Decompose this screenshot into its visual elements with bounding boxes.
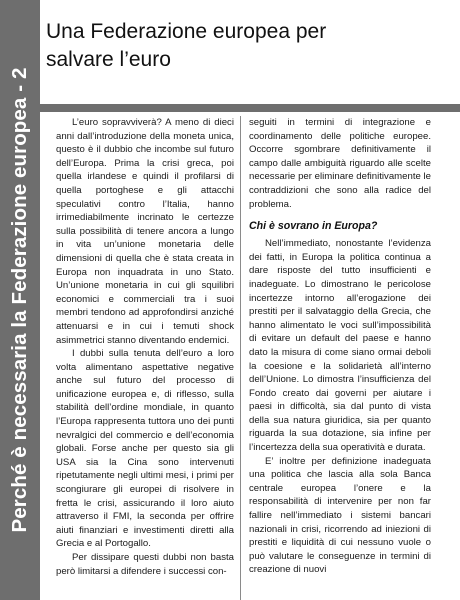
article-body bbox=[44, 116, 458, 600]
left-paragraph-1: L’euro sopravviverà? A meno di dieci anni dall’introduzione della moneta unica, questo è il dubbio che incombe sul futuro dell’Europa. Prima la crisi greca, poi quella irlandese e quindi il profilarsi di quella portoghese e gli attacchi speculativi contro l’Italia, hanno irrimediabilmente incrinato le certezze sulla possibilità di tenere ancora a lungo in vita un’unione monetaria delle dimensioni di quella che è stata creata in Europa non inquadrata in uno Stato. Un’unione monetaria in cui gli squilibri economici e commerciali tra i suoi membri tendono ad approfondirsi anziché attenuarsi e in cui i temuti shock asimmetrici stanno diventando endemici. bbox=[56, 117, 234, 346]
side-title: Perché è necessaria la Federazione europea - 2 bbox=[8, 67, 31, 533]
left-column bbox=[56, 116, 234, 600]
title-box bbox=[40, 0, 460, 104]
title-rule bbox=[40, 104, 460, 112]
article-title-line-1: Una Federazione europea per bbox=[46, 20, 327, 43]
right-paragraph-1: Nell’immediato, nonostante l’evidenza dei fatti, in Europa la politica continua a dare risposte del tutto insufficienti e inadeguate. Lo dimostrano le pericolose incertezze intorno all’erogazione dei prestiti per il salvataggio della Grecia, che hanno alimentato le voci sull’impossibilità di evitare un default del paese e hanno dato la misura di come siano ormai deboli la coesione e la solidarietà all’interno dell’Unione. Lo dimostra l’insufficienza del Fondo creato dai governi per aiutare i paesi in difficoltà, sia dal punto di vista della sua natura giuridica, sia per quanto riguarda la sua dotazione, sia infine per l’incertezza della sua operatività e durata. bbox=[249, 238, 431, 454]
left-paragraph-2: I dubbi sulla tenuta dell’euro a loro volta alimentano aspettative negative anche sul futuro del processo di unificazione europea e, di riflesso, sulla stabilità dell’ordine mondiale, in quanto l’Europa rappresenta tuttora uno dei punti nevralgici del commercio e dell’economia globali. Forse anche per questo sia gli USA sia la Cina sono intervenuti ripetutamente negli ultimi mesi, i primi per scongiurare gli europei di risolvere in fretta le crisi, assicurando il loro aiuto attraverso il FMI, la seconda per offrire aiuti finanziari e investimenti diretti alla Grecia e al Portogallo. bbox=[56, 348, 234, 550]
right-paragraph-intro: seguiti in termini di integrazione e coordinamento delle politiche europee. Occorre sgombrare definitivamente il campo dalle ambiguità riguardo alle scelte necessarie per eliminare definitivamente le contraddizioni che sono alla radice del problema. bbox=[249, 117, 431, 210]
column-divider bbox=[240, 116, 241, 600]
left-paragraph-3: Per dissipare questi dubbi non basta però limitarsi a difendere i successi con- bbox=[56, 552, 234, 577]
right-paragraph-2: E’ inoltre per definizione inadeguata una politica che lascia alla sola Banca centrale europea l’onere e la responsabilità di intervenire per non far fallire nell’immediato i sistemi bancari nazionali in crisi, ricorrendo ad iniezioni di prestiti e liquidità di cui nessuno vuole o può valutare le conseguenze in termini di creazione di nuovi bbox=[249, 455, 431, 576]
article-title bbox=[46, 18, 326, 74]
side-band bbox=[0, 0, 40, 600]
article-title-line-2: salvare l’euro bbox=[46, 48, 171, 71]
section-subheading: Chi è sovrano in Europa? bbox=[249, 220, 378, 233]
right-column bbox=[249, 116, 431, 600]
